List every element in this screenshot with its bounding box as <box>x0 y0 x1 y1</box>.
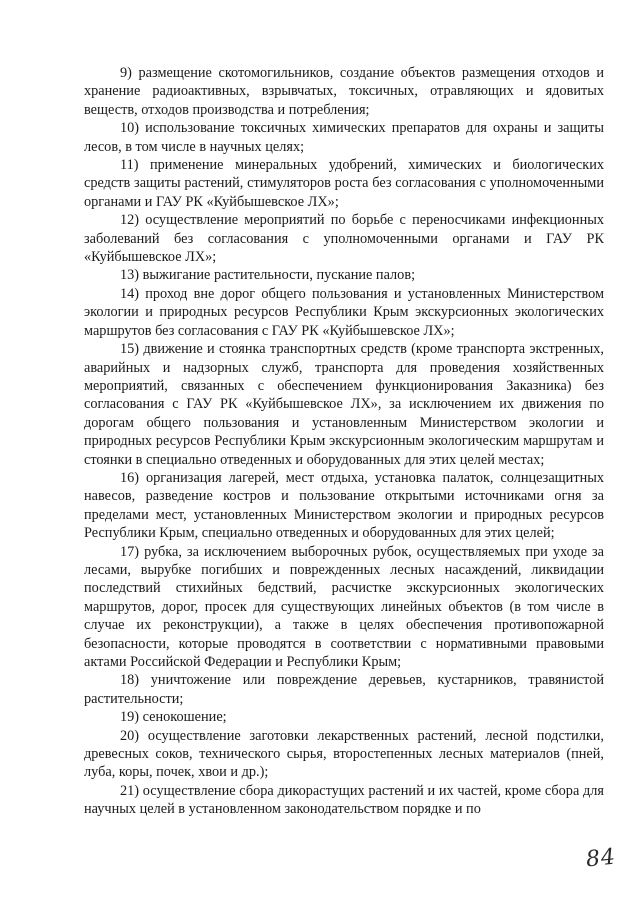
paragraph-item-15: 15) движение и стоянка транспортных средств (кроме транспорта экстренных, аварийных и надзорных служб, транспорта для проведения хозяйственных мероприятий, связанных с обеспечением функционирования Заказника) без согласования с ГАУ РК «Куйбышевское ЛХ», за исключением их движения по дорогам общего пользования и установленным Министерством экологии и природных ресурсов Республики Крым экскурсионным экологическим маршрутам и стоянки в специально отведенных и оборудованных для этих целей местах; <box>84 341 604 468</box>
paragraph-item-14: 14) проход вне дорог общего пользования и установленных Министерством экологии и природных ресурсов Республики Крым экскурсионных экологических маршрутов без согласования с ГАУ РК «Куйбышевское ЛХ»; <box>84 285 604 339</box>
paragraph-item-21: 21) осуществление сбора дикорастущих растений и их частей, кроме сбора для научных целей в установленном законодательством порядке и по <box>84 782 604 818</box>
handwritten-page-number: 84 <box>584 844 618 873</box>
paragraph-item-12: 12) осуществление мероприятий по борьбе с переносчиками инфекционных заболеваний без согласования с уполномоченными органами и ГАУ РК «Куйбышевское ЛХ»; <box>84 212 604 266</box>
document-body <box>84 64 604 819</box>
paragraph-item-16: 16) организация лагерей, мест отдыха, установка палаток, солнцезащитных навесов, разведение костров и пользование открытыми источниками огня за пределами мест, установленных Министерством экологии и природных ресурсов Республики Крым, специально отведенных и оборудованных для этих целей; <box>84 469 604 542</box>
paragraph-item-17: 17) рубка, за исключением выборочных рубок, осуществляемых при уходе за лесами, вырубке погибших и поврежденных лесных насаждений, ликвидации последствий стихийных бедствий, расчистке экскурсионных экологических маршрутов, дорог, просек для существующих линейных объектов (в том числе в случае их реконструкции), а также в целях обеспечения противопожарной безопасности, которые проводятся в соответствии с нормативными правовыми актами Российской Федерации и Республики Крым; <box>84 543 604 670</box>
paragraph-item-19: 19) сенокошение; <box>120 709 227 726</box>
paragraph-item-11: 11) применение минеральных удобрений, химических и биологических средств защиты растений, стимуляторов роста без согласования с уполномоченными органами и ГАУ РК «Куйбышевское ЛХ»; <box>84 157 604 210</box>
paragraph-item-9: 9) размещение скотомогильников, создание объектов размещения отходов и хранение радиоактивных, взрывчатых, токсичных, отравляющих и ядовитых веществ, отходов производства и потребления; <box>84 65 604 118</box>
paragraph-item-20: 20) осуществление заготовки лекарственных растений, лесной подстилки, древесных соков, технического сырья, второстепенных лесных материалов (пней, луба, коры, почек, хвои и др.); <box>84 727 604 781</box>
paragraph-item-10: 10) использование токсичных химических препаратов для охраны и защиты лесов, в том числе в научных целях; <box>84 120 604 155</box>
paragraph-item-18: 18) уничтожение или повреждение деревьев, кустарников, травянистой растительности; <box>84 672 604 707</box>
paragraph-item-13: 13) выжигание растительности, пускание палов; <box>120 267 416 284</box>
